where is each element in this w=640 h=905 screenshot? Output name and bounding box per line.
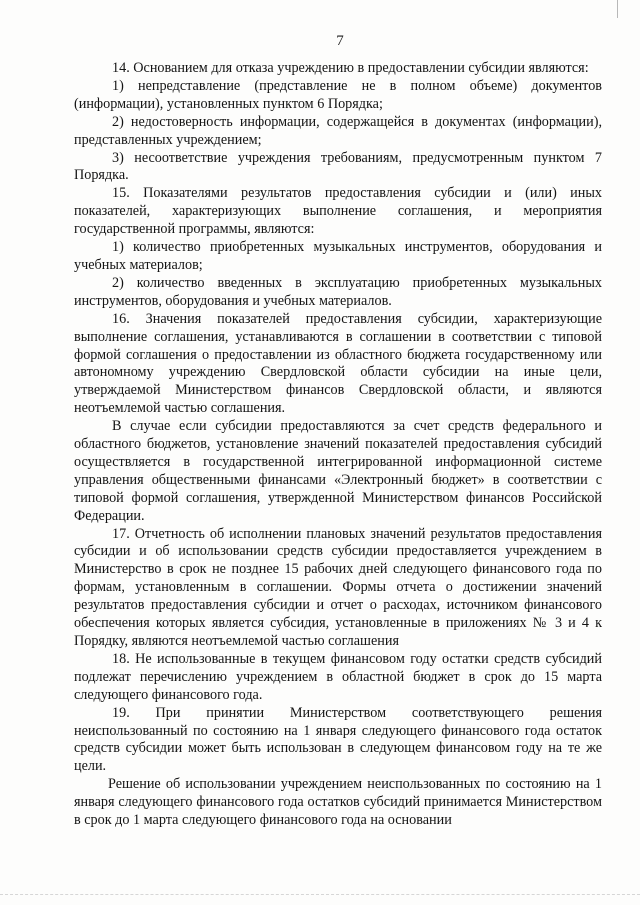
paragraph-16-continuation: В случае если субсидии предоставляются за счет средств федерального и областного бюджетов, установление значений показателей предоставления субсидий осуществляется в государственной интегрированной информационной системе управления общественными финансами «Электронный бюджет» в соответствии с типовой формой соглашения, утвержденной Министерством финансов Российской Федерации. [74,418,602,524]
paragraph-15-item-2: 2) количество введенных в эксплуатацию приобретенных музыкальных инструментов, оборудования и учебных материалов. [74,274,602,309]
paragraph-18: 18. Не использованные в текущем финансовом году остатки средств субсидий подлежат перечислению учреждением в областной бюджет в срок до 15 марта следующего финансового года. [74,650,602,703]
page-number: 7 [336,33,344,49]
paragraph-15-heading: 15. Показателями результатов предоставления субсидии и (или) иных показателей, характеризующих выполнение соглашения, и мероприятия государственной программы, являются: [74,185,602,238]
scan-edge-line [0,894,640,895]
paragraph-17: 17. Отчетность об исполнении плановых значений результатов предоставления субсидии и об использовании средств субсидии предоставляется учреждением в Министерство в срок не позднее 15 рабочих дней следующего финансового года по формам, установленным в соглашении. Формы отчета о достижении значений результатов предоставления субсидии и отчет о расходах, источником финансового обеспечения которых является субсидия, установленные в приложениях № 3 и 4 к Порядку, являются неотъемлемой частью соглашения [74,525,602,649]
paragraph-16: 16. Значения показателей предоставления субсидии, характеризующие выполнение соглашения, устанавливаются в соглашении в соответствии с типовой формой соглашения о предоставлении из областного бюджета государственному или автономному учреждению Свердловской области субсидии на иные цели, утверждаемой Министерством финансов Свердловской области, и являются неотъемлемой частью соглашения. [74,310,602,417]
scan-edge-mark [617,0,618,18]
document-body [74,60,602,830]
paragraph-14-item-2: 2) недостоверность информации, содержащейся в документах (информации), представленных учреждением; [74,113,602,148]
paragraph-19: 19. При принятии Министерством соответствующего решения неиспользованный по состоянию на 1 января следующего финансового года остаток средств субсидии может быть использован в следующем финансовом году на те же цели. [74,704,602,775]
paragraph-14-heading: 14. Основанием для отказа учреждению в предоставлении субсидии являются: [112,60,589,76]
paragraph-15-item-1: 1) количество приобретенных музыкальных инструментов, оборудования и учебных материалов; [74,239,602,273]
paragraph-14-item-3: 3) несоответствие учреждения требованиям, предусмотренным пунктом 7 Порядка. [74,149,602,184]
paragraph-14-item-1: 1) непредставление (представление не в полном объеме) документов (информации), установленных пунктом 6 Порядка; [74,77,602,112]
paragraph-19-continuation: Решение об использовании учреждением неиспользованных по состоянию на 1 января следующего финансового года остатков субсидий принимается Министерством в срок до 1 марта следующего финансового года на основании [74,776,602,829]
